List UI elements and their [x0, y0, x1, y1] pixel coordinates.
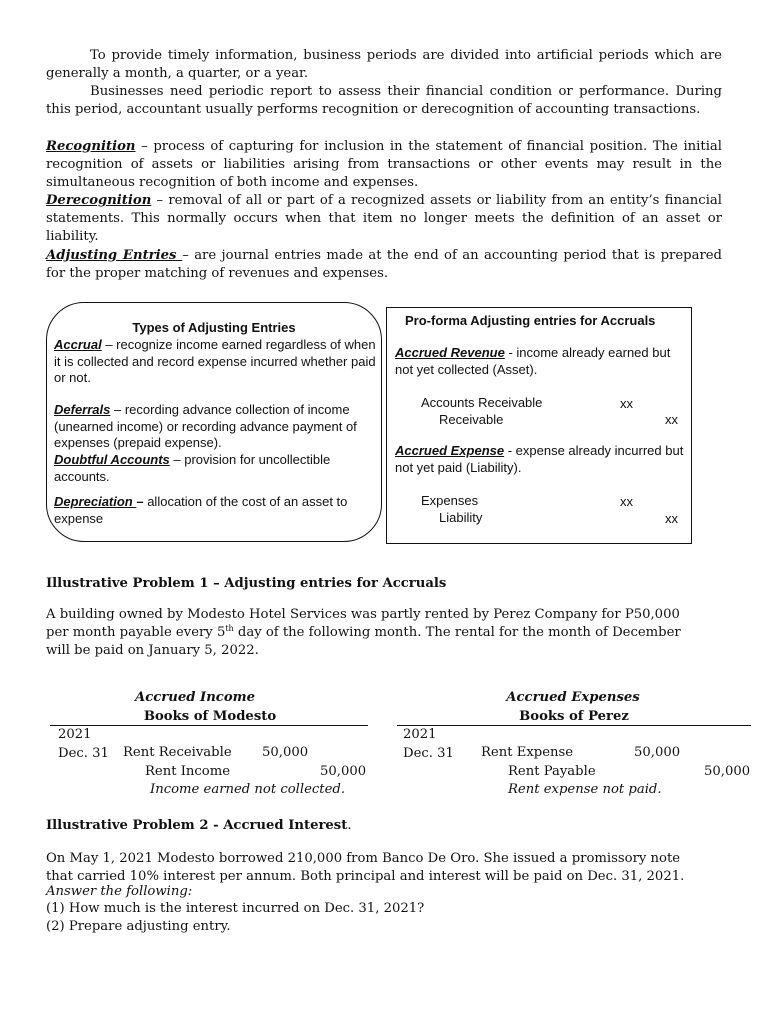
revenue-debit-amount: xx — [620, 396, 633, 411]
doubtful-accounts-term: Doubtful Accounts — [54, 452, 170, 467]
problem-2-heading — [46, 817, 352, 835]
expense-credit-amount: xx — [665, 511, 678, 526]
problem-1-text-a: A building owned by Modesto Hotel Services was partly rented by Perez Company for P50,000 per month payable every 5 — [46, 607, 680, 640]
left-debit-amount: 50,000 — [262, 745, 309, 760]
right-debit-account: Rent Expense — [481, 745, 574, 760]
problem-2-question-1: (1) How much is the interest incurred on Dec. 31, 2021? — [46, 901, 425, 916]
deferrals-text: – recording advance collection of income (unearned income) or recording advance payment of expenses (prepaid expense). — [54, 402, 357, 450]
problem-1-text-b: day of the following month. The rental for the month of December will be paid on January 5, 2022. — [46, 625, 681, 658]
accrued-revenue-text: - income already earned but not yet collected (Asset). — [395, 345, 671, 377]
left-journal-rule — [50, 725, 368, 726]
left-journal-date: Dec. 31 — [58, 746, 109, 761]
left-debit-account: Rent Receivable — [123, 745, 232, 760]
deferrals-term: Deferrals — [54, 402, 111, 417]
problem-1-text-sup: th — [225, 624, 234, 633]
expense-credit-account: Liability — [439, 510, 483, 525]
problem-2-text: On May 1, 2021 Modesto borrowed 210,000 from Banco De Oro. She issued a promissory note that carried 10% interest per annum. Both principal and interest will be paid on Dec. 31, 2021. — [46, 851, 685, 884]
expense-debit-amount: xx — [620, 494, 633, 509]
types-box-title: Types of Adjusting Entries — [132, 320, 296, 335]
derecognition-term: Derecognition — [46, 193, 152, 208]
left-credit-amount: 50,000 — [320, 764, 367, 779]
accrued-expenses-title: Accrued Expenses — [506, 690, 640, 705]
right-journal-year: 2021 — [403, 727, 437, 742]
deferrals-item — [54, 402, 378, 452]
doubtful-accounts-item — [54, 452, 354, 485]
recognition-text: – process of capturing for inclusion in the statement of financial position. The initial recognition of assets or liabilities arising from transactions or other events may result in the simultaneous recognition of both income and expenses. — [46, 139, 722, 190]
right-journal-rule — [397, 725, 751, 726]
problem-2-heading-suffix: . — [347, 818, 352, 833]
accrued-revenue-term: Accrued Revenue — [395, 345, 505, 360]
depreciation-text: allocation of the cost of an asset to expense — [54, 494, 348, 526]
problem-2-heading-text: Illustrative Problem 2 - Accrued Interest — [46, 818, 348, 833]
doubtful-accounts-text: – provision for uncollectible accounts. — [54, 452, 331, 484]
right-debit-amount: 50,000 — [634, 745, 681, 760]
depreciation-term: Depreciation — [54, 494, 137, 509]
revenue-debit-account: Accounts Receivable — [421, 395, 543, 410]
accrued-expense-text: - expense already incurred but not yet paid (Liability). — [395, 443, 684, 475]
recognition-term: Recognition — [46, 139, 136, 154]
revenue-credit-account: Receivable — [439, 412, 504, 427]
proforma-box-title: Pro-forma Adjusting entries for Accruals — [405, 313, 656, 328]
accrual-item — [54, 337, 376, 387]
depreciation-dash: – — [136, 494, 144, 509]
left-explanation: Income earned not collected. — [150, 782, 346, 797]
adjusting-entries-text: – are journal entries made at the end of an accounting period that is prepared for the proper matching of revenues and expenses. — [46, 248, 722, 281]
books-of-perez-title: Books of Perez — [519, 709, 629, 724]
problem-2-answer-label: Answer the following: — [46, 884, 193, 899]
derecognition-text: – removal of all or part of a recognized assets or liability from an entity’s financial statements. This normally occurs when that item no longer meets the definition of an asset or liability. — [46, 193, 722, 244]
books-of-modesto-title: Books of Modesto — [143, 709, 277, 724]
right-credit-account: Rent Payable — [508, 764, 596, 779]
recognition-definition — [46, 138, 722, 192]
accrued-income-title: Accrued Income — [135, 690, 255, 705]
problem-1-text — [46, 606, 706, 660]
accrued-expense-item — [395, 443, 687, 476]
expense-debit-account: Expenses — [421, 493, 479, 508]
revenue-credit-amount: xx — [665, 412, 678, 427]
accrual-text: – recognize income earned regardless of when it is collected and record expense incurred whether paid or not. — [54, 337, 376, 385]
accrued-expense-term: Accrued Expense — [395, 443, 505, 458]
adjusting-entries-definition — [46, 247, 722, 283]
problem-2-question-2: (2) Prepare adjusting entry. — [46, 919, 231, 934]
accrued-revenue-item — [395, 345, 685, 378]
left-journal-year: 2021 — [58, 727, 92, 742]
right-explanation: Rent expense not paid. — [508, 782, 662, 797]
left-credit-account: Rent Income — [145, 764, 231, 779]
right-credit-amount: 50,000 — [704, 764, 751, 779]
accrual-term: Accrual — [54, 337, 102, 352]
right-journal-date: Dec. 31 — [403, 746, 454, 761]
adjusting-entries-term: Adjusting Entries — [46, 248, 183, 263]
derecognition-definition — [46, 192, 722, 246]
intro-paragraph-1: To provide timely information, business periods are divided into artificial periods which are generally a month, a quarter, or a year. — [46, 48, 722, 81]
depreciation-item — [54, 494, 372, 527]
intro-paragraph-2: Businesses need periodic report to assess their financial condition or performance. During this period, accountant usually performs recognition or derecognition of accounting transactions. — [46, 84, 722, 117]
problem-1-heading: Illustrative Problem 1 – Adjusting entries for Accruals — [46, 576, 447, 591]
